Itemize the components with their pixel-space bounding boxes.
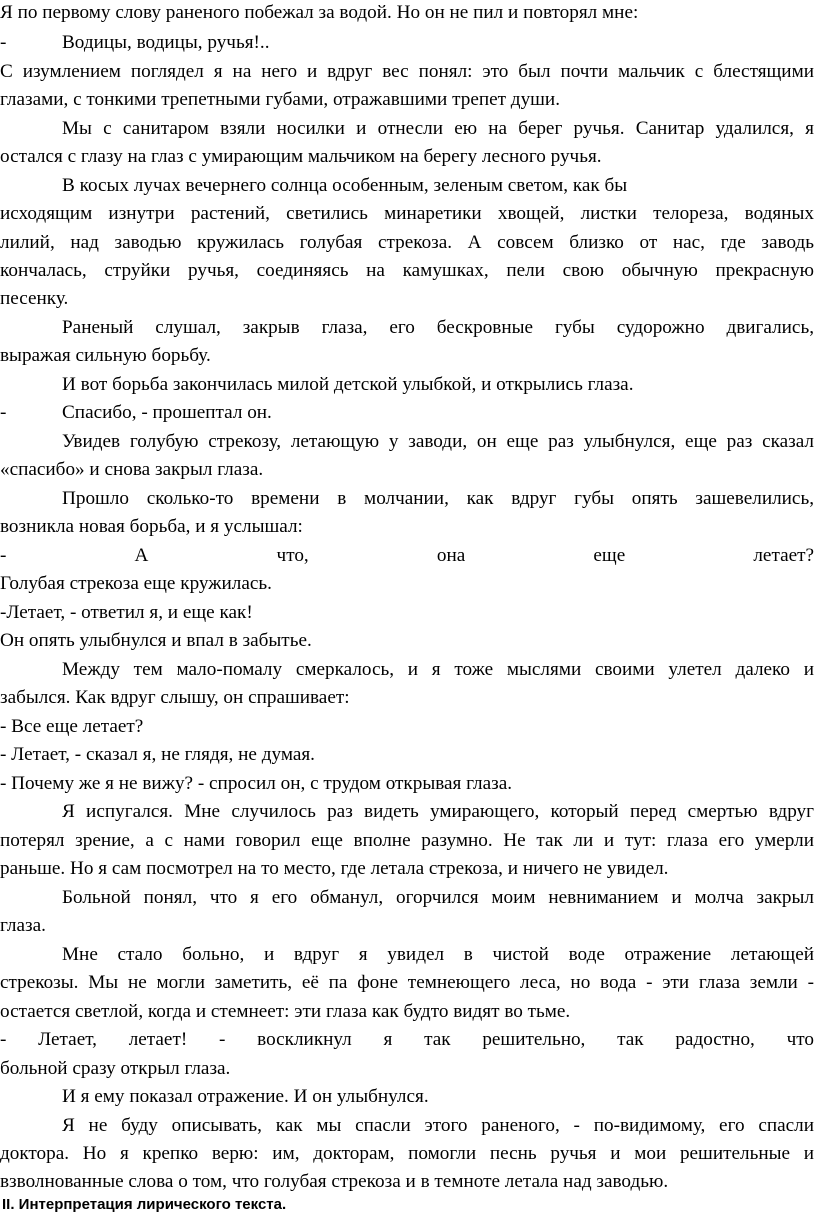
text-line: - Почему же я не вижу? - спросил он, с трудом открывая глаза. (0, 773, 513, 794)
text-line: кончалась, струйки ручья, соединяясь на камушках, пели свою обычную прекрасную (0, 260, 814, 281)
line-text: Водицы, водицы, ручья!.. (62, 32, 270, 53)
text-line: остается светлой, когда и стемнеет: эти глаза как будто видят во тьме. (0, 1001, 571, 1022)
text-line: больной сразу открыл глаза. (0, 1058, 231, 1079)
paragraph-start: Мне стало больно, и вдруг я увидел в чистой воде отражение летающей (62, 944, 814, 965)
text-line: стрекозы. Мы не могли заметить, её па фоне темнеющего леса, но вода - эти глаза земли - (0, 972, 814, 993)
text-line: Голубая стрекоза еще кружилась. (0, 573, 272, 594)
text-line: - Летает, летает! - воскликнул я так решительно, так радостно, что (0, 1029, 814, 1050)
paragraph-start: Прошло сколько-то времени в молчании, как вдруг губы опять зашевелились, (62, 488, 814, 509)
text-line: Я по первому слову раненого побежал за водой. Но он не пил и повторял мне: (0, 2, 639, 23)
text-line: доктора. Но я крепко верю: им, докторам, помогли песнь ручья и мои решительные и (0, 1143, 814, 1164)
text-line: остался с глазу на глаз с умирающим мальчиком на берегу лесного ручья. (0, 146, 602, 167)
paragraph-start: И вот борьба закончилась милой детской улыбкой, и открылись глаза. (62, 374, 634, 395)
text-line: песенку. (0, 288, 69, 309)
text-line: забылся. Как вдруг слышу, он спрашивает: (0, 687, 350, 708)
dialogue-dash: - (0, 32, 7, 53)
line-text: Спасибо, - прошептал он. (62, 402, 272, 423)
paragraph-start: В косых лучах вечернего солнца особенным, зеленым светом, как бы (62, 175, 628, 196)
text-line: лилий, над заводью кружилась голубая стрекоза. А совсем близко от нас, где заводь (0, 232, 814, 253)
text-line: - А что, она еще летает? (0, 545, 814, 566)
text-line: «спасибо» и снова закрыл глаза. (0, 459, 264, 480)
text-line: - Летает, - сказал я, не глядя, не думая. (0, 744, 315, 765)
text-line: раньше. Но я сам посмотрел на то место, где летала стрекоза, и ничего не увидел. (0, 858, 669, 879)
paragraph-start: Раненый слушал, закрыв глаза, его бескровные губы судорожно двигались, (62, 317, 814, 338)
paragraph-start: Я не буду описывать, как мы спасли этого раненого, - по-видимому, его спасли (62, 1115, 814, 1136)
dialogue-line (0, 33, 814, 55)
text-line: глаза. (0, 915, 46, 936)
text-line: - Все еще летает? (0, 716, 144, 737)
text-line: потерял зрение, а с нами говорил еще вполне разумно. Не так ли и тут: глаза его умерли (0, 830, 814, 851)
paragraph-start: Увидев голубую стрекозу, летающую у заводи, он еще раз улыбнулся, еще раз сказал (62, 431, 814, 452)
paragraph-start: Мы с санитаром взяли носилки и отнесли ею на берег ручья. Санитар удалился, я (62, 118, 814, 139)
text-line: взволнованные слова о том, что голубая стрекоза и в темноте летала над заводью. (0, 1171, 669, 1192)
text-line: исходящим изнутри растений, светились минаретики хвощей, листки телореза, водяных (0, 203, 814, 224)
text-line: С изумлением поглядел я на него и вдруг вес понял: это был почти мальчик с блестящими (0, 61, 814, 82)
text-line: Он опять улыбнулся и впал в забытье. (0, 630, 312, 651)
paragraph-start: Между тем мало-помалу смеркалось, и я тоже мыслями своими улетел далеко и (62, 659, 814, 680)
paragraph-start: Я испугался. Мне случилось раз видеть умирающего, который перед смертью вдруг (62, 801, 814, 822)
text-line: выражая сильную борьбу. (0, 345, 211, 366)
paragraph-start: И я ему показал отражение. И он улыбнулся. (62, 1086, 429, 1107)
text-line: возникла новая борьба, и я услышал: (0, 516, 303, 537)
dialogue-line (0, 403, 814, 425)
text-line: глазами, с тонкими трепетными губами, отражавшими трепет души. (0, 89, 560, 110)
paragraph-start: Больной понял, что я его обманул, огорчился моим невниманием и молча закрыл (62, 887, 814, 908)
text-line: -Летает, - ответил я, и еще как! (0, 602, 253, 623)
section-heading: II. Интерпретация лирического текста. (2, 1196, 287, 1213)
dialogue-dash: - (0, 402, 7, 423)
